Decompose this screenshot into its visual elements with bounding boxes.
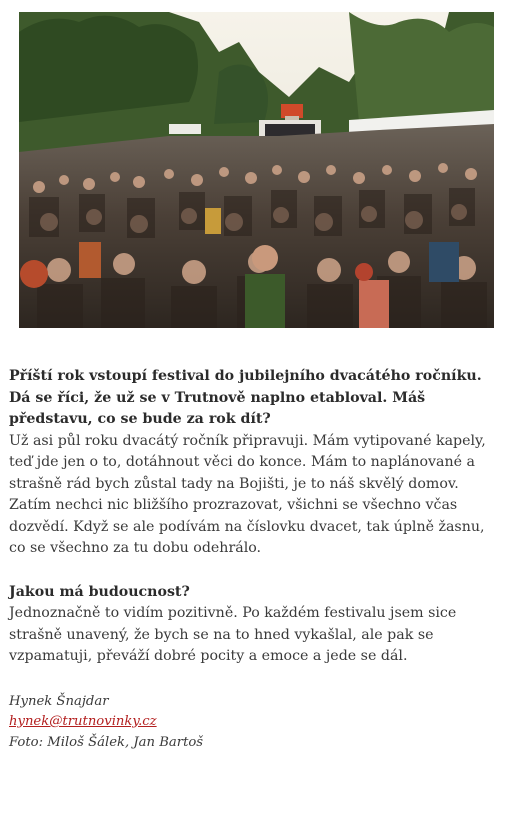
answer-future: Jednoznačně to vidím pozitivně. Po každém festivalu jsem sice strašně unavený, že bych se na to hned vykašlal, ale pak se vzpamatuji, převáží dobré pocity a emoce a jede se dál. — [9, 605, 457, 664]
festival-crowd-photo — [19, 12, 494, 328]
author-email-link[interactable]: hynek@trutnovinky.cz — [9, 714, 157, 729]
question-next-year: Příští rok vstoupí festival do jubilejního dvacátého ročníku. Dá se říci, že už se v Trutnově naplno etabloval. Máš představu, co se bude za rok dít? — [9, 368, 482, 427]
author-name: Hynek Šnajdar — [9, 693, 109, 709]
article-body — [9, 366, 504, 753]
paragraph-spacer — [9, 668, 504, 692]
answer-next-year: Už asi půl roku dvacátý ročník připravuji. Mám vytipované kapely, teď jde jen o to, dotáhnout věci do konce. Mám to naplánované a strašně rád bych zůstal tady na Bojišti, je to náš skvělý domov. Zatím nechci nic bližšího prozrazovat, všichni se všechno včas dozvědí. Když se ale podívám na číslovku dvacet, tak úplně žasnu, co se všechno za tu dobu odehrálo. — [9, 432, 486, 556]
author-email-line — [9, 712, 504, 733]
photo-credit: Foto: Miloš Šálek, Jan Bartoš — [9, 734, 204, 750]
question-future: Jakou má budoucnost? — [9, 583, 190, 600]
paragraph-spacer — [9, 560, 504, 582]
